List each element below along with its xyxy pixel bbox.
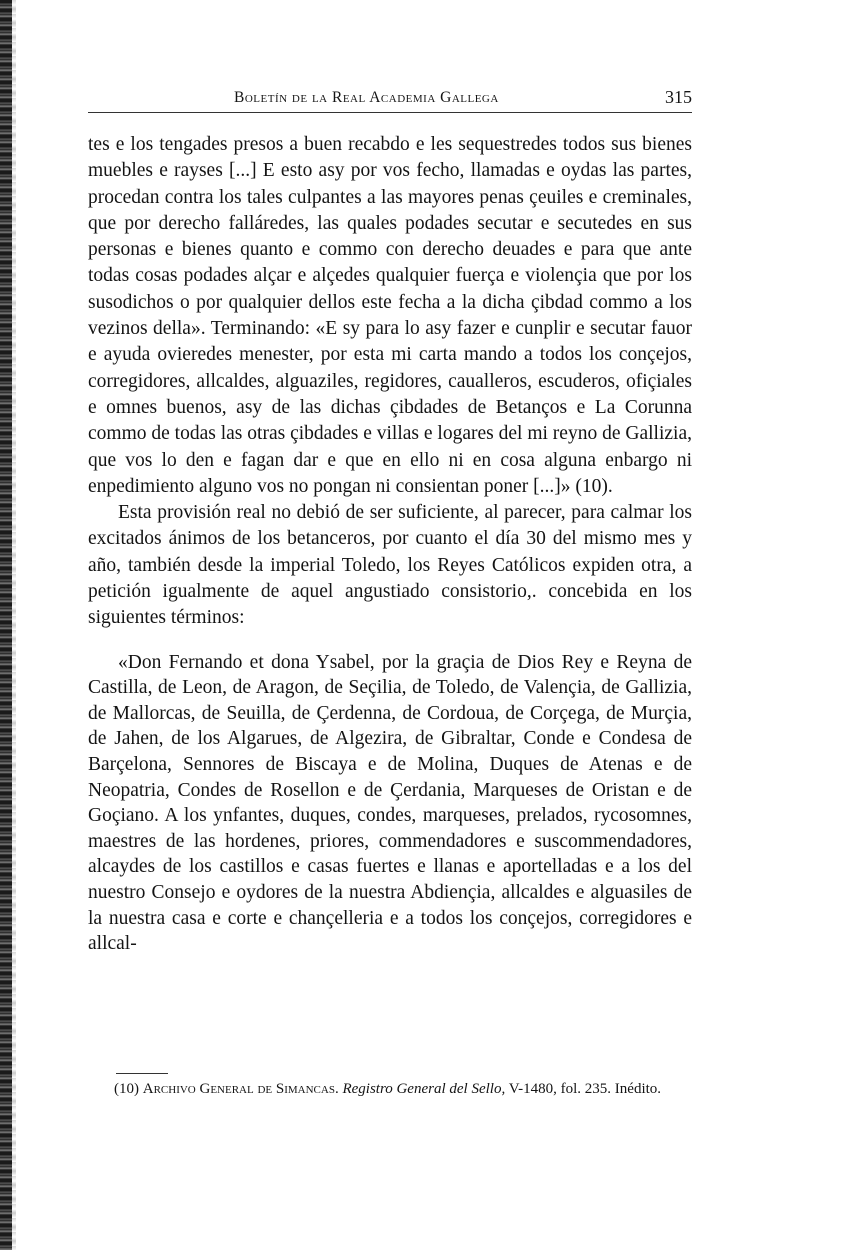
footnote-archive: Archivo General de Simancas. <box>142 1081 339 1097</box>
paragraph-2: Esta provisión real no debió de ser suficiente, al parecer, para calmar los excitados ánimos de los betanceros, por cuanto el día 30 del mismo mes y año, también desde la imperial Toledo, los Reyes Católicos expiden otra, a petición igualmente de aquel angustiado consistorio,. concebida en los siguientes términos: <box>88 502 692 629</box>
paragraph-3-quotation: «Don Fernando et dona Ysabel, por la graçia de Dios Rey e Reyna de Castilla, de Leon, de Aragon, de Seçilia, de Toledo, de Valençia, de Gallizia, de Mallorcas, de Seuilla, de Çerdenna, de Cordoua, de Corçega, de Murçia, de Jahen, de los Algarues, de Algezira, de Gibraltar, Conde e Condesa de Barçelona, Sennores de Biscaya e de Molina, Duques de Atenas e de Neopatria, Condes de Rosellon e de Çerdania, Marqueses de Oristan e de Goçiano. A los ynfantes, duques, condes, marqueses, prelados, rycosomnes, maestres de las hordenes, priores, commendadores e suscommendadores, alcaydes de los castillos e casas fuertes e llanas e aportelladas e a los del nuestro Consejo e oydores de la nuestra Abdiençia, allcaldes e alguasiles de la nuestra casa e corte e chançelleria e a todos los conçejos, corregidores e allcal- <box>88 651 692 955</box>
page-number: 315 <box>665 87 692 107</box>
body-text <box>88 132 692 957</box>
scan-page-edge <box>0 0 12 1250</box>
page-header <box>88 84 692 114</box>
scan-page-edge-shadow <box>12 0 16 1250</box>
paragraph-1: tes e los tengades presos a buen recabdo e les sequestredes todos sus bienes muebles e rayses [...] E esto asy por vos fecho, llamadas e oydas las partes, procedan contra los tales culpantes a las mayores penas çeuiles e creminales, que por derecho falláredes, las quales podades secutar e secutedes en sus personas e bienes quanto e commo con derecho deuades e para que ante todas cosas podades alçar e alçedes qualquier fuerça e violençia que por los susodichos o por qualquier dellos este fecha a la dicha çibdad commo a los vezinos della». Terminando: «E sy para lo asy fazer e cunplir e secutar fauor e ayuda ovieredes menester, por esta mi carta mando a todos los conçejos, corregidores, allcaldes, alguaziles, regidores, caualleros, escuderos, ofiçiales e omnes buenos, asy de las dichas çibdades de Betanços e La Corunna commo de todas las otras çibdades e villas e logares del mi reyno de Gallizia, que vos lo den e fagan dar e que en ello ni en cosa alguna enbargo ni enpedimiento alguno vos no pongan ni consientan poner [...]» (10). <box>88 134 692 497</box>
footnote <box>88 1079 692 1099</box>
footnote-rule <box>116 1073 168 1074</box>
footnote-reference: V-1480, fol. 235. Inédito. <box>508 1081 662 1097</box>
running-title: Boletín de la Real Academia Gallega <box>234 89 499 106</box>
header-rule <box>88 112 692 113</box>
footnote-source-title: Registro General del Sello, <box>342 1081 506 1097</box>
footnote-marker: (10) <box>114 1081 139 1097</box>
